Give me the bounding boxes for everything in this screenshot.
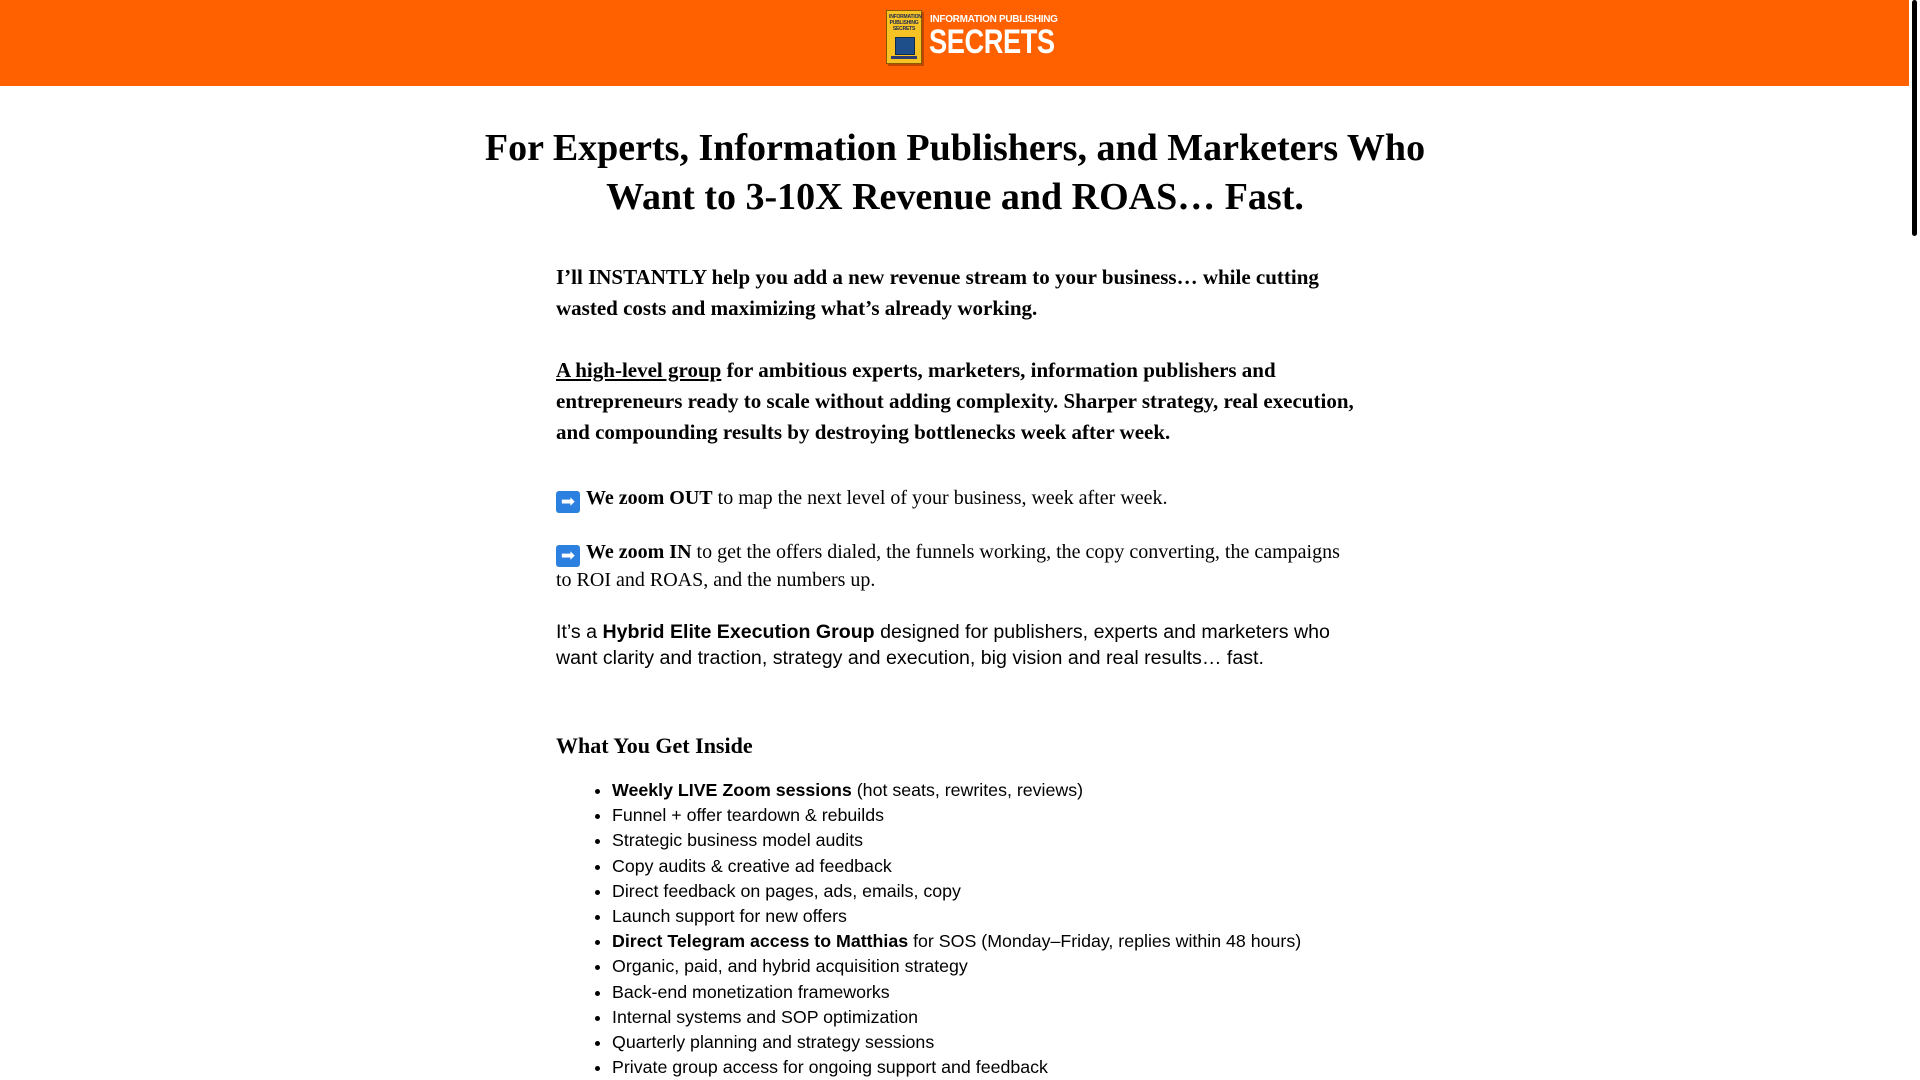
site-header: [0, 0, 1909, 86]
logo-subtitle: INFORMATION PUBLISHING: [930, 14, 1058, 25]
feature-item: • Weekly LIVE Zoom sessions (hot seats, rewrites, reviews): [612, 778, 1356, 803]
group-description-paragraph: [556, 355, 1356, 448]
feature-item: • Direct feedback on pages, ads, emails, copy: [612, 879, 1356, 904]
zoom-in-label: We zoom IN: [586, 541, 692, 563]
high-level-group-link[interactable]: A high-level group: [556, 358, 722, 382]
feature-item: • Funnel + offer teardown & rebuilds: [612, 803, 1356, 828]
book-cover-title: INFORMATION PUBLISHING SECRETS: [889, 14, 922, 32]
zoom-in-point: [556, 539, 1356, 593]
feature-item: • Quarterly planning and strategy sessions: [612, 1030, 1356, 1055]
logo-title: SECRETS: [929, 23, 1055, 61]
feature-item: • Back-end monetization frameworks: [612, 980, 1356, 1005]
site-logo[interactable]: [886, 10, 1058, 64]
zoom-in-text: to get the offers dialed, the funnels working, the copy converting, the campaigns to ROI and ROAS, and the numbers up.: [556, 541, 1340, 591]
group-description-text: for ambitious experts, marketers, information publishers and entrepreneurs ready to scale without adding complexity. Sharper strategy, real execution, and compounding results by destroying bottlenecks week after week.: [556, 358, 1354, 444]
book-cover-icon: [886, 10, 922, 64]
features-list: [556, 778, 1356, 1080]
hybrid-group-paragraph: It’s a Hybrid Elite Execution Group designed for publishers, experts and marketers who want clarity and traction, strategy and execution, big vision and real results… fast.: [556, 621, 1330, 669]
feature-item: • Private group access for ongoing support and feedback: [612, 1055, 1356, 1080]
hybrid-group-name: Hybrid Elite Execution Group: [602, 621, 875, 643]
feature-item: • Direct Telegram access to Matthias for SOS (Monday–Friday, replies within 48 hours): [612, 929, 1356, 954]
feature-item: • Organic, paid, and hybrid acquisition strategy: [612, 954, 1356, 979]
page-scrollbar[interactable]: [1909, 0, 1920, 1080]
feature-item: • Internal systems and SOP optimization: [612, 1005, 1356, 1030]
intro-paragraph: I’ll INSTANTLY help you add a new revenue stream to your business… while cutting wasted costs and maximizing what’s already working.: [556, 265, 1319, 320]
zoom-out-text: to map the next level of your business, week after week.: [712, 487, 1168, 509]
zoom-out-label: We zoom OUT: [586, 487, 713, 509]
feature-item: • Strategic business model audits: [612, 828, 1356, 853]
zoom-out-point: [556, 485, 1356, 513]
page-headline: For Experts, Information Publishers, and Marketers Who Want to 3-10X Revenue and ROAS… Fast.: [484, 127, 1426, 218]
right-arrow-emoji-icon: ➡: [556, 545, 580, 567]
right-arrow-emoji-icon: ➡: [556, 491, 580, 513]
feature-item: • Copy audits & creative ad feedback: [612, 854, 1356, 879]
what-you-get-heading: What You Get Inside: [556, 733, 753, 758]
main-content: [556, 262, 1356, 1080]
feature-item: • Launch support for new offers: [612, 904, 1356, 929]
scrollbar-thumb[interactable]: [1912, 0, 1917, 236]
